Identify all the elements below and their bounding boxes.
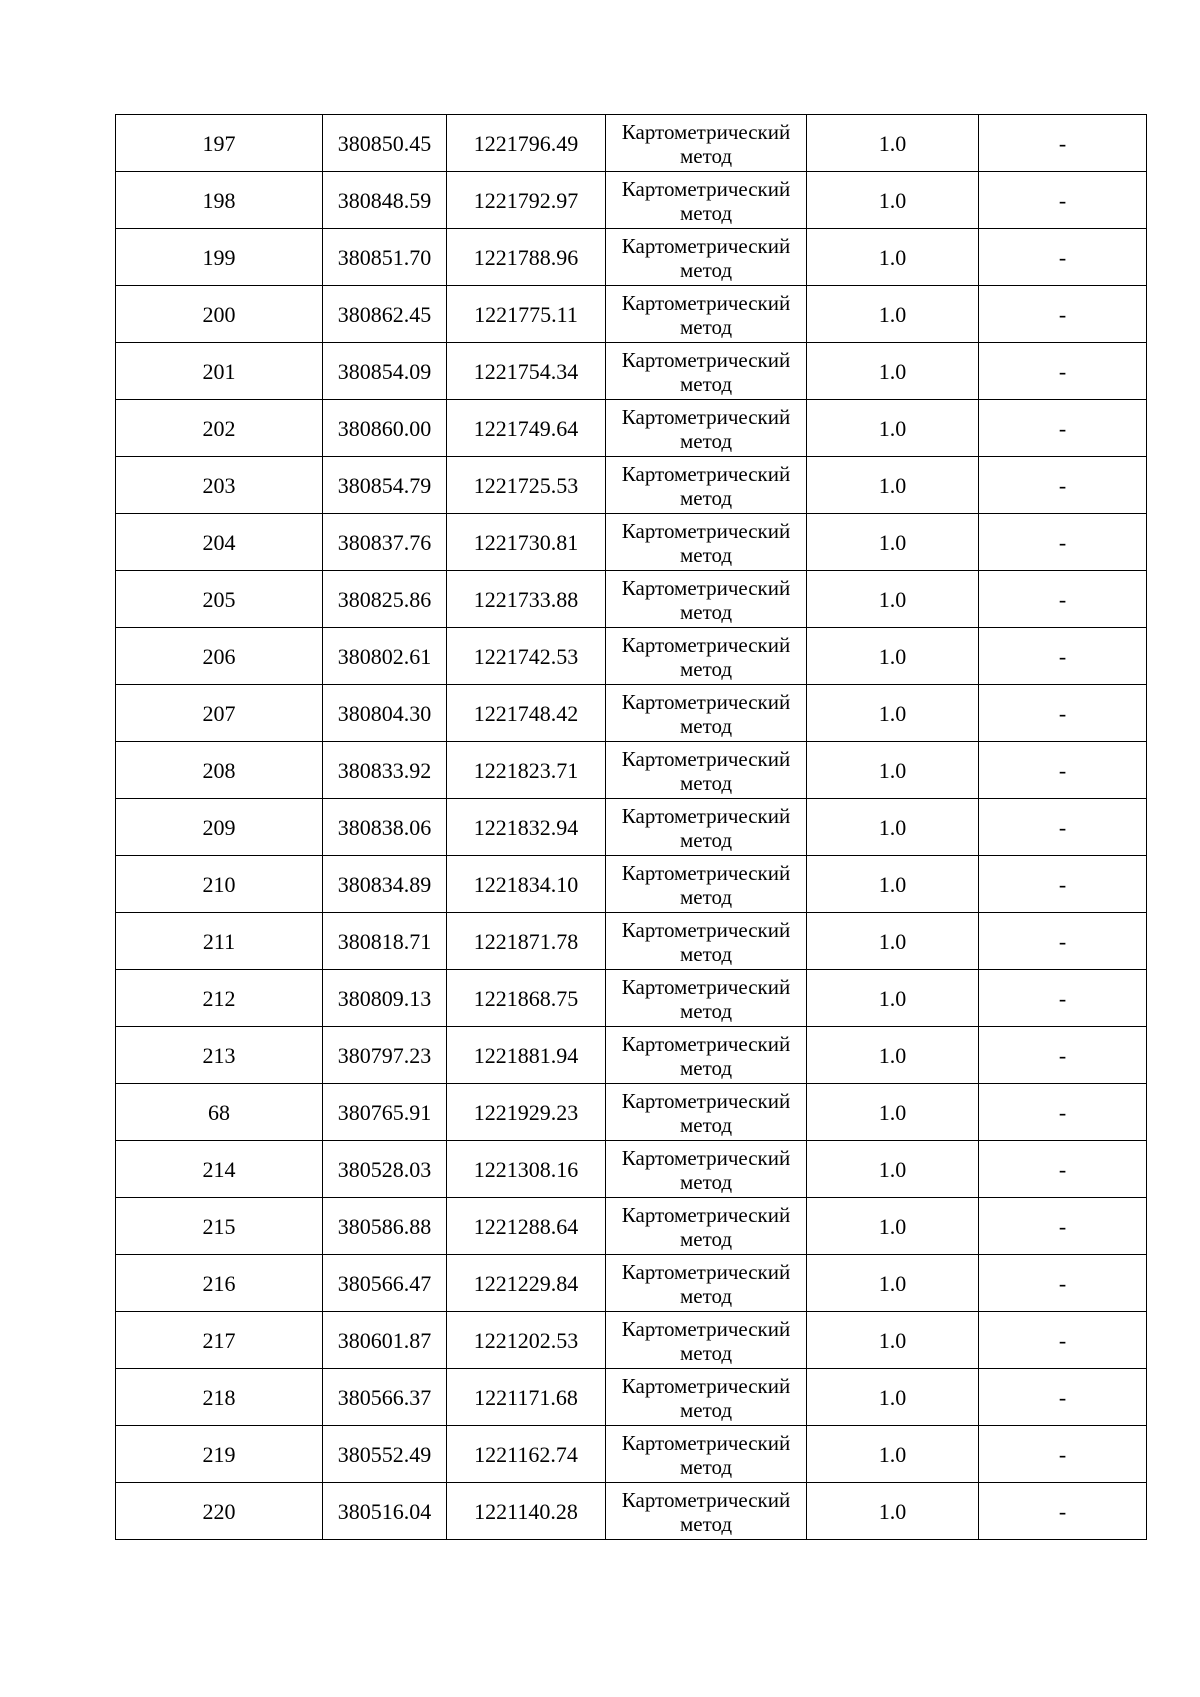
table-row: [116, 514, 1147, 571]
x-coordinate-cell: 380850.45: [323, 115, 447, 172]
x-coordinate-cell: 380566.47: [323, 1255, 447, 1312]
method-line-1: Картометрический: [621, 918, 791, 942]
table-row: [116, 1483, 1147, 1540]
table-row: [116, 1426, 1147, 1483]
method-line-1: Картометрический: [621, 690, 791, 714]
method-line-2: метод: [679, 1398, 733, 1422]
note-cell: -: [979, 970, 1147, 1027]
method-line-1: Картометрический: [621, 1488, 791, 1512]
x-coordinate-cell: 380838.06: [323, 799, 447, 856]
method-line-2: метод: [679, 543, 733, 567]
method-line-2: метод: [679, 885, 733, 909]
point-number-cell: 201: [116, 343, 323, 400]
method-line-1: Картометрический: [621, 804, 791, 828]
method-line-2: метод: [679, 942, 733, 966]
coordinates-table-body: [116, 115, 1147, 1540]
y-coordinate-cell: 1221832.94: [447, 799, 606, 856]
y-coordinate-cell: 1221792.97: [447, 172, 606, 229]
method-cell: [606, 1141, 807, 1198]
point-number-cell: 213: [116, 1027, 323, 1084]
method-line-2: метод: [679, 714, 733, 738]
table-row: [116, 1084, 1147, 1141]
note-cell: -: [979, 172, 1147, 229]
note-cell: -: [979, 799, 1147, 856]
method-line-2: метод: [679, 657, 733, 681]
y-coordinate-cell: 1221288.64: [447, 1198, 606, 1255]
table-row: [116, 970, 1147, 1027]
method-line-1: Картометрический: [621, 576, 791, 600]
method-cell: [606, 286, 807, 343]
accuracy-cell: 1.0: [807, 970, 979, 1027]
point-number-cell: 212: [116, 970, 323, 1027]
method-cell: [606, 1084, 807, 1141]
method-line-2: метод: [679, 372, 733, 396]
accuracy-cell: 1.0: [807, 685, 979, 742]
accuracy-cell: 1.0: [807, 1426, 979, 1483]
note-cell: -: [979, 457, 1147, 514]
method-line-1: Картометрический: [621, 633, 791, 657]
point-number-cell: 218: [116, 1369, 323, 1426]
y-coordinate-cell: 1221796.49: [447, 115, 606, 172]
note-cell: -: [979, 229, 1147, 286]
table-row: [116, 286, 1147, 343]
x-coordinate-cell: 380851.70: [323, 229, 447, 286]
point-number-cell: 217: [116, 1312, 323, 1369]
method-cell: [606, 400, 807, 457]
y-coordinate-cell: 1221730.81: [447, 514, 606, 571]
y-coordinate-cell: 1221162.74: [447, 1426, 606, 1483]
method-line-1: Картометрический: [621, 405, 791, 429]
point-number-cell: 216: [116, 1255, 323, 1312]
y-coordinate-cell: 1221788.96: [447, 229, 606, 286]
x-coordinate-cell: 380516.04: [323, 1483, 447, 1540]
note-cell: -: [979, 1084, 1147, 1141]
accuracy-cell: 1.0: [807, 1084, 979, 1141]
method-line-2: метод: [679, 1113, 733, 1137]
accuracy-cell: 1.0: [807, 400, 979, 457]
x-coordinate-cell: 380765.91: [323, 1084, 447, 1141]
point-number-cell: 198: [116, 172, 323, 229]
table-row: [116, 1255, 1147, 1312]
x-coordinate-cell: 380528.03: [323, 1141, 447, 1198]
accuracy-cell: 1.0: [807, 628, 979, 685]
method-line-1: Картометрический: [621, 348, 791, 372]
x-coordinate-cell: 380802.61: [323, 628, 447, 685]
y-coordinate-cell: 1221823.71: [447, 742, 606, 799]
point-number-cell: 210: [116, 856, 323, 913]
method-line-2: метод: [679, 144, 733, 168]
method-cell: [606, 343, 807, 400]
table-row: [116, 571, 1147, 628]
method-line-1: Картометрический: [621, 234, 791, 258]
y-coordinate-cell: 1221202.53: [447, 1312, 606, 1369]
method-line-2: метод: [679, 999, 733, 1023]
point-number-cell: 68: [116, 1084, 323, 1141]
note-cell: -: [979, 913, 1147, 970]
table-row: [116, 742, 1147, 799]
method-cell: [606, 1426, 807, 1483]
x-coordinate-cell: 380862.45: [323, 286, 447, 343]
point-number-cell: 202: [116, 400, 323, 457]
accuracy-cell: 1.0: [807, 286, 979, 343]
method-line-1: Картометрический: [621, 177, 791, 201]
point-number-cell: 204: [116, 514, 323, 571]
method-cell: [606, 457, 807, 514]
y-coordinate-cell: 1221929.23: [447, 1084, 606, 1141]
x-coordinate-cell: 380601.87: [323, 1312, 447, 1369]
x-coordinate-cell: 380552.49: [323, 1426, 447, 1483]
method-line-1: Картометрический: [621, 1089, 791, 1113]
y-coordinate-cell: 1221733.88: [447, 571, 606, 628]
table-row: [116, 856, 1147, 913]
method-cell: [606, 970, 807, 1027]
point-number-cell: 203: [116, 457, 323, 514]
method-cell: [606, 1198, 807, 1255]
table-row: [116, 628, 1147, 685]
x-coordinate-cell: 380848.59: [323, 172, 447, 229]
x-coordinate-cell: 380804.30: [323, 685, 447, 742]
point-number-cell: 206: [116, 628, 323, 685]
y-coordinate-cell: 1221742.53: [447, 628, 606, 685]
point-number-cell: 200: [116, 286, 323, 343]
x-coordinate-cell: 380860.00: [323, 400, 447, 457]
method-cell: [606, 1255, 807, 1312]
accuracy-cell: 1.0: [807, 514, 979, 571]
x-coordinate-cell: 380825.86: [323, 571, 447, 628]
method-cell: [606, 799, 807, 856]
note-cell: -: [979, 1027, 1147, 1084]
method-cell: [606, 1369, 807, 1426]
method-line-2: метод: [679, 600, 733, 624]
method-line-2: метод: [679, 201, 733, 225]
method-cell: [606, 856, 807, 913]
note-cell: -: [979, 571, 1147, 628]
point-number-cell: 214: [116, 1141, 323, 1198]
y-coordinate-cell: 1221725.53: [447, 457, 606, 514]
note-cell: -: [979, 1483, 1147, 1540]
x-coordinate-cell: 380854.09: [323, 343, 447, 400]
note-cell: -: [979, 1141, 1147, 1198]
method-line-2: метод: [679, 258, 733, 282]
accuracy-cell: 1.0: [807, 1255, 979, 1312]
method-line-2: метод: [679, 1512, 733, 1536]
y-coordinate-cell: 1221775.11: [447, 286, 606, 343]
x-coordinate-cell: 380797.23: [323, 1027, 447, 1084]
method-line-2: метод: [679, 429, 733, 453]
table-row: [116, 343, 1147, 400]
note-cell: -: [979, 685, 1147, 742]
y-coordinate-cell: 1221871.78: [447, 913, 606, 970]
note-cell: -: [979, 1312, 1147, 1369]
method-line-2: метод: [679, 1170, 733, 1194]
point-number-cell: 209: [116, 799, 323, 856]
note-cell: -: [979, 115, 1147, 172]
method-cell: [606, 229, 807, 286]
note-cell: -: [979, 514, 1147, 571]
accuracy-cell: 1.0: [807, 799, 979, 856]
coordinates-table: [115, 114, 1147, 1540]
y-coordinate-cell: 1221171.68: [447, 1369, 606, 1426]
method-line-2: метод: [679, 1056, 733, 1080]
note-cell: -: [979, 856, 1147, 913]
x-coordinate-cell: 380586.88: [323, 1198, 447, 1255]
method-cell: [606, 685, 807, 742]
y-coordinate-cell: 1221834.10: [447, 856, 606, 913]
accuracy-cell: 1.0: [807, 1312, 979, 1369]
accuracy-cell: 1.0: [807, 1483, 979, 1540]
x-coordinate-cell: 380809.13: [323, 970, 447, 1027]
point-number-cell: 205: [116, 571, 323, 628]
method-line-1: Картометрический: [621, 1374, 791, 1398]
accuracy-cell: 1.0: [807, 1369, 979, 1426]
table-row: [116, 913, 1147, 970]
method-line-1: Картометрический: [621, 1431, 791, 1455]
y-coordinate-cell: 1221229.84: [447, 1255, 606, 1312]
method-line-1: Картометрический: [621, 1032, 791, 1056]
method-line-2: метод: [679, 828, 733, 852]
table-row: [116, 1141, 1147, 1198]
note-cell: -: [979, 400, 1147, 457]
note-cell: -: [979, 1198, 1147, 1255]
table-row: [116, 1027, 1147, 1084]
y-coordinate-cell: 1221881.94: [447, 1027, 606, 1084]
method-line-2: метод: [679, 315, 733, 339]
method-line-1: Картометрический: [621, 1146, 791, 1170]
method-line-1: Картометрический: [621, 1317, 791, 1341]
accuracy-cell: 1.0: [807, 913, 979, 970]
table-row: [116, 115, 1147, 172]
note-cell: -: [979, 1426, 1147, 1483]
point-number-cell: 219: [116, 1426, 323, 1483]
point-number-cell: 211: [116, 913, 323, 970]
y-coordinate-cell: 1221748.42: [447, 685, 606, 742]
accuracy-cell: 1.0: [807, 172, 979, 229]
method-line-2: метод: [679, 1227, 733, 1251]
point-number-cell: 215: [116, 1198, 323, 1255]
method-line-1: Картометрический: [621, 861, 791, 885]
method-line-1: Картометрический: [621, 519, 791, 543]
accuracy-cell: 1.0: [807, 1198, 979, 1255]
y-coordinate-cell: 1221868.75: [447, 970, 606, 1027]
method-line-2: метод: [679, 1341, 733, 1365]
method-line-2: метод: [679, 1455, 733, 1479]
note-cell: -: [979, 286, 1147, 343]
y-coordinate-cell: 1221754.34: [447, 343, 606, 400]
point-number-cell: 207: [116, 685, 323, 742]
table-row: [116, 1312, 1147, 1369]
accuracy-cell: 1.0: [807, 1027, 979, 1084]
method-cell: [606, 571, 807, 628]
method-line-1: Картометрический: [621, 120, 791, 144]
accuracy-cell: 1.0: [807, 343, 979, 400]
method-cell: [606, 913, 807, 970]
x-coordinate-cell: 380837.76: [323, 514, 447, 571]
method-cell: [606, 628, 807, 685]
method-line-1: Картометрический: [621, 975, 791, 999]
x-coordinate-cell: 380854.79: [323, 457, 447, 514]
point-number-cell: 208: [116, 742, 323, 799]
note-cell: -: [979, 742, 1147, 799]
method-line-1: Картометрический: [621, 747, 791, 771]
point-number-cell: 220: [116, 1483, 323, 1540]
accuracy-cell: 1.0: [807, 1141, 979, 1198]
method-line-2: метод: [679, 486, 733, 510]
note-cell: -: [979, 1369, 1147, 1426]
accuracy-cell: 1.0: [807, 229, 979, 286]
method-cell: [606, 172, 807, 229]
table-row: [116, 1369, 1147, 1426]
method-line-1: Картометрический: [621, 1260, 791, 1284]
accuracy-cell: 1.0: [807, 856, 979, 913]
table-row: [116, 799, 1147, 856]
y-coordinate-cell: 1221749.64: [447, 400, 606, 457]
x-coordinate-cell: 380818.71: [323, 913, 447, 970]
method-cell: [606, 1027, 807, 1084]
table-row: [116, 400, 1147, 457]
method-cell: [606, 742, 807, 799]
point-number-cell: 197: [116, 115, 323, 172]
method-cell: [606, 115, 807, 172]
accuracy-cell: 1.0: [807, 742, 979, 799]
accuracy-cell: 1.0: [807, 457, 979, 514]
point-number-cell: 199: [116, 229, 323, 286]
table-row: [116, 172, 1147, 229]
method-cell: [606, 1312, 807, 1369]
note-cell: -: [979, 1255, 1147, 1312]
y-coordinate-cell: 1221140.28: [447, 1483, 606, 1540]
accuracy-cell: 1.0: [807, 115, 979, 172]
table-row: [116, 229, 1147, 286]
method-line-2: метод: [679, 1284, 733, 1308]
note-cell: -: [979, 343, 1147, 400]
accuracy-cell: 1.0: [807, 571, 979, 628]
method-line-2: метод: [679, 771, 733, 795]
table-row: [116, 457, 1147, 514]
table-row: [116, 1198, 1147, 1255]
method-line-1: Картометрический: [621, 1203, 791, 1227]
method-cell: [606, 514, 807, 571]
x-coordinate-cell: 380834.89: [323, 856, 447, 913]
method-line-1: Картометрический: [621, 462, 791, 486]
table-row: [116, 685, 1147, 742]
x-coordinate-cell: 380566.37: [323, 1369, 447, 1426]
x-coordinate-cell: 380833.92: [323, 742, 447, 799]
method-cell: [606, 1483, 807, 1540]
y-coordinate-cell: 1221308.16: [447, 1141, 606, 1198]
note-cell: -: [979, 628, 1147, 685]
method-line-1: Картометрический: [621, 291, 791, 315]
